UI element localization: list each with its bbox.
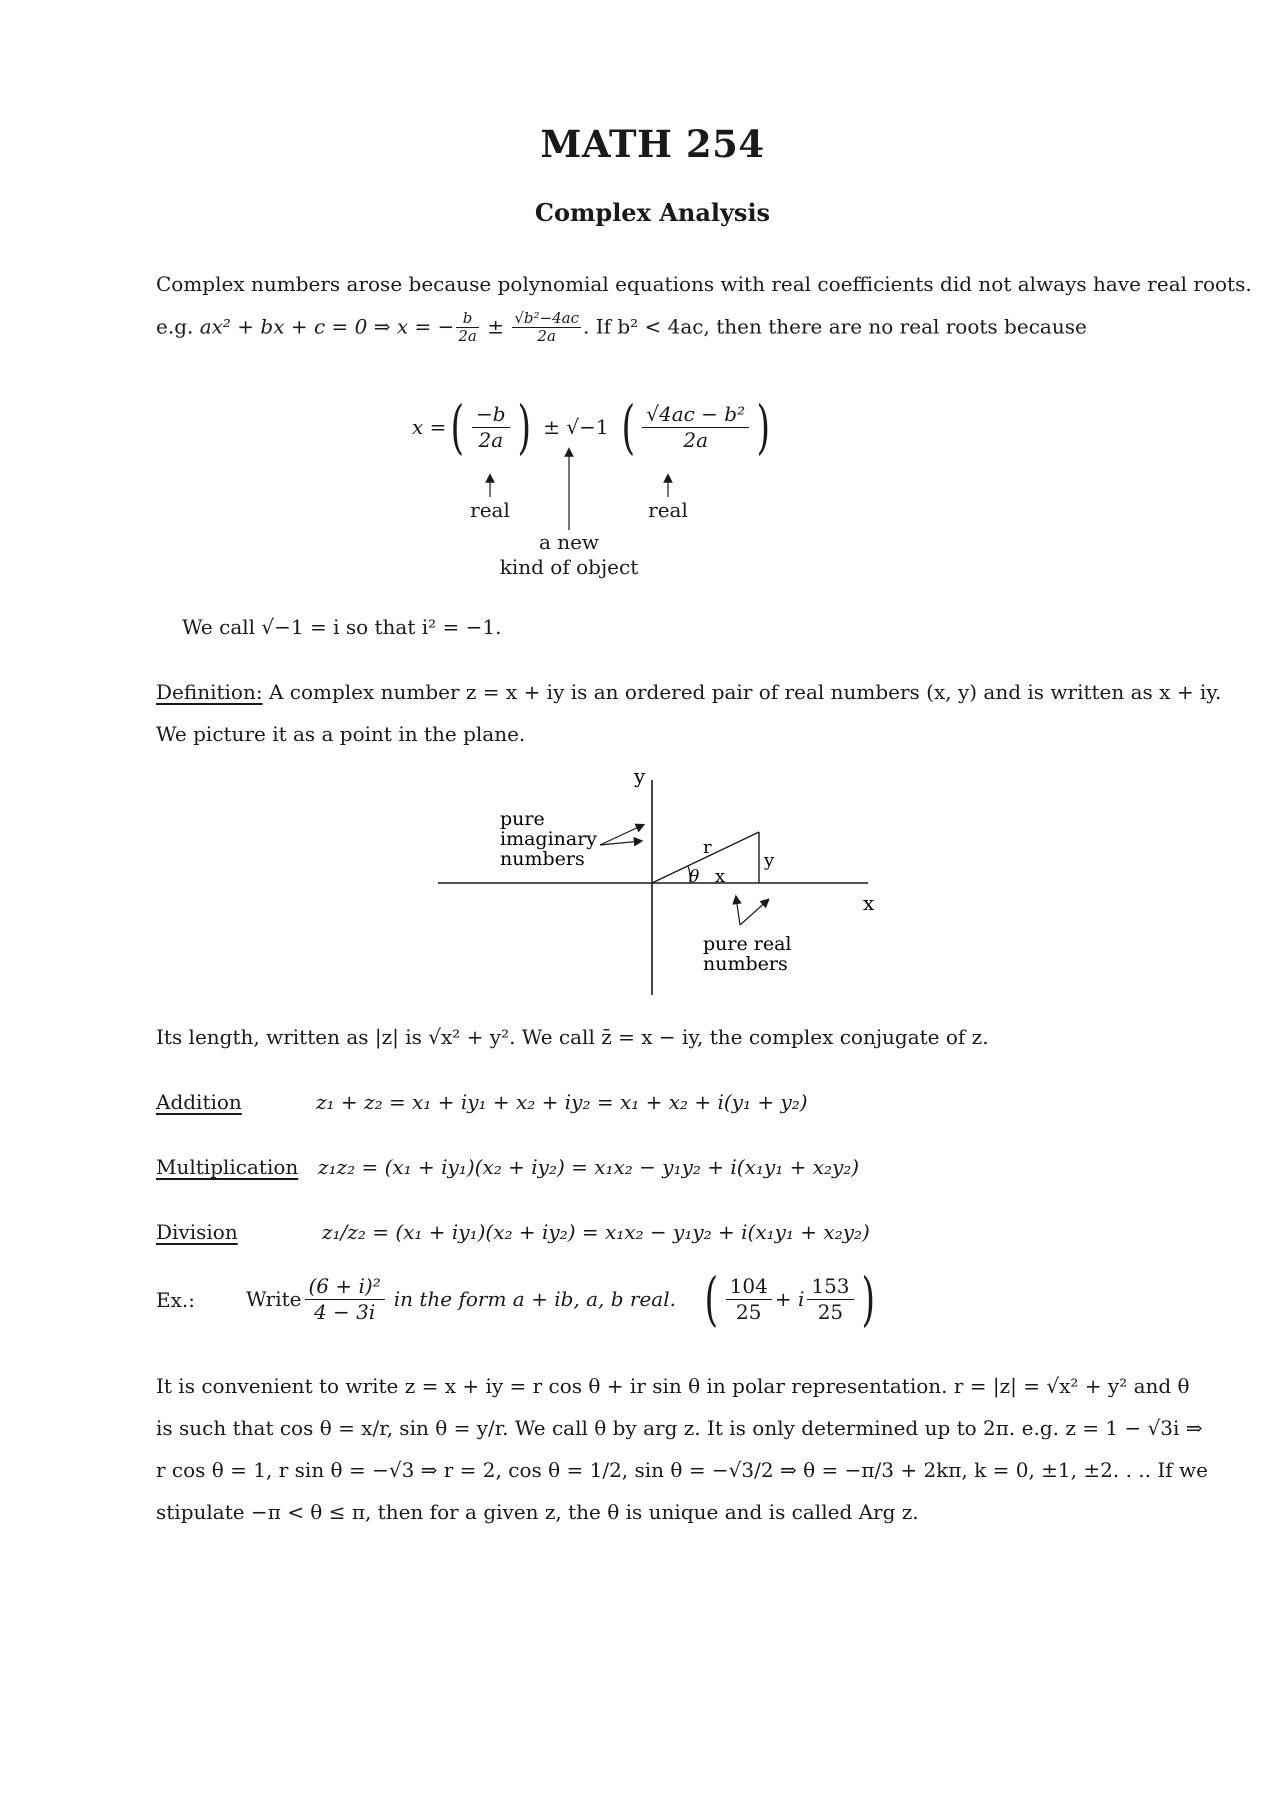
polar-line-2: is such that cos θ = x/r, sin θ = y/r. We call θ by arg z. It is only determined up to 2π. e.g. z = 1 − √3i ⇒ [156,1416,1203,1440]
op-label-multiplication: Multiplication [156,1155,299,1179]
example-fraction: (6 + i)² 4 − 3i [305,1274,385,1325]
i-definition: We call √−1 = i so that i² = −1. [182,615,502,639]
fraction-minus-b-over-2a: −b 2a [472,402,510,453]
polar-line-4: stipulate −π < θ ≤ π, then for a given z, the θ is unique and is called Arg z. [156,1500,919,1524]
pure-real-line-2: numbers [703,953,788,975]
op-label-addition: Addition [156,1090,242,1114]
label-new-line-1: a new [538,530,600,554]
theta-label: θ [689,867,700,887]
x-leg-label: x [715,866,726,887]
example-answer [700,1262,879,1336]
pure-imag-line-1: pure [500,808,545,830]
x-axis-label: x [863,891,875,915]
y-leg-label: y [764,850,775,871]
fraction-b-over-2a: $\frac{b}{2a}$ [458,309,477,346]
eg-prefix: e.g. [156,314,194,339]
page-subtitle: Complex Analysis [534,198,771,227]
intro-tail: . If b² < 4ac, then there are no real roots because [582,314,1087,339]
op-formula-addition: z₁ + z₂ = x₁ + iy₁ + x₂ + iy₂ = x₁ + x₂ + i(y₁ + y₂) [316,1090,808,1114]
right-paren-1: ) [517,393,531,461]
quadratic-equation: ax² + bx + c = 0 ⇒ x = − [199,314,455,339]
intro-line-1: Complex numbers arose because polynomial equations with real coefficients did not always have real roots. [156,272,1252,296]
answer-right-paren: ) [861,1265,875,1333]
pure-real-line-1: pure real [703,933,792,955]
polar-line-1: It is convenient to write z = x + iy = r cos θ + ir sin θ in polar representation. r = |z| = √x² + y² and θ [156,1374,1190,1398]
right-paren-2: ) [756,393,771,461]
example-body [246,1264,676,1334]
answer-left-paren: ( [704,1265,719,1333]
eq-lhs: x = [412,415,447,439]
label-real-right: real [648,498,688,522]
example-write: Write [246,1287,302,1311]
op-formula-division: z₁/z₂ = (x₁ + iy₁)(x₂ + iy₂) = x₁x₂ − y₁y₂ + i(x₁y₁ + x₂y₂) [322,1220,870,1244]
fraction-sqrt-4ac: √4ac − b² 2a [642,402,749,453]
definition-label: Definition: [156,680,263,704]
pure-imag-line-2: imaginary [500,828,598,850]
arrow-pure-real-axis [736,897,740,925]
answer-fraction-1: 104 25 [726,1274,772,1325]
arrow-pure-real-up [740,900,768,925]
left-paren-2: ( [621,393,635,461]
pure-imag-line-3: numbers [500,848,585,870]
answer-plus-i: + i [774,1287,805,1311]
op-formula-multiplication: z₁z₂ = (x₁ + iy₁)(x₂ + iy₂) = x₁x₂ − y₁y₂ + i(x₁y₁ + x₂y₂) [318,1155,860,1179]
example-label: Ex.: [156,1288,195,1312]
length-line: Its length, written as |z| is √x² + y². We call z̄ = x − iy, the complex conjugate of z. [156,1025,989,1049]
page-title: MATH 254 [540,122,765,166]
plus-minus: ± [487,314,504,339]
definition-line-2: We picture it as a point in the plane. [156,722,526,746]
y-axis-label: y [634,764,646,788]
r-label: r [703,837,712,858]
answer-fraction-2: 153 25 [807,1274,853,1325]
example-rest: in the form a + ib, a, b real. [393,1287,676,1311]
definition-text: A complex number z = x + iy is an ordered pair of real numbers (x, y) and is written as x + iy. [268,680,1222,704]
label-real-left: real [470,498,510,522]
eq-middle: ± √−1 [543,415,609,439]
fraction-discriminant: $\frac{\text{√b²−4ac}}{2a}$ [514,309,579,346]
op-label-division: Division [156,1220,238,1244]
left-paren-1: ( [450,393,465,461]
polar-line-3: r cos θ = 1, r sin θ = −√3 ⇒ r = 2, cos θ = 1/2, sin θ = −√3/2 ⇒ θ = −π/3 + 2kπ, k = 0, ±1, ±2. . .. If we [156,1458,1208,1482]
label-new-line-2: kind of object [499,555,639,579]
